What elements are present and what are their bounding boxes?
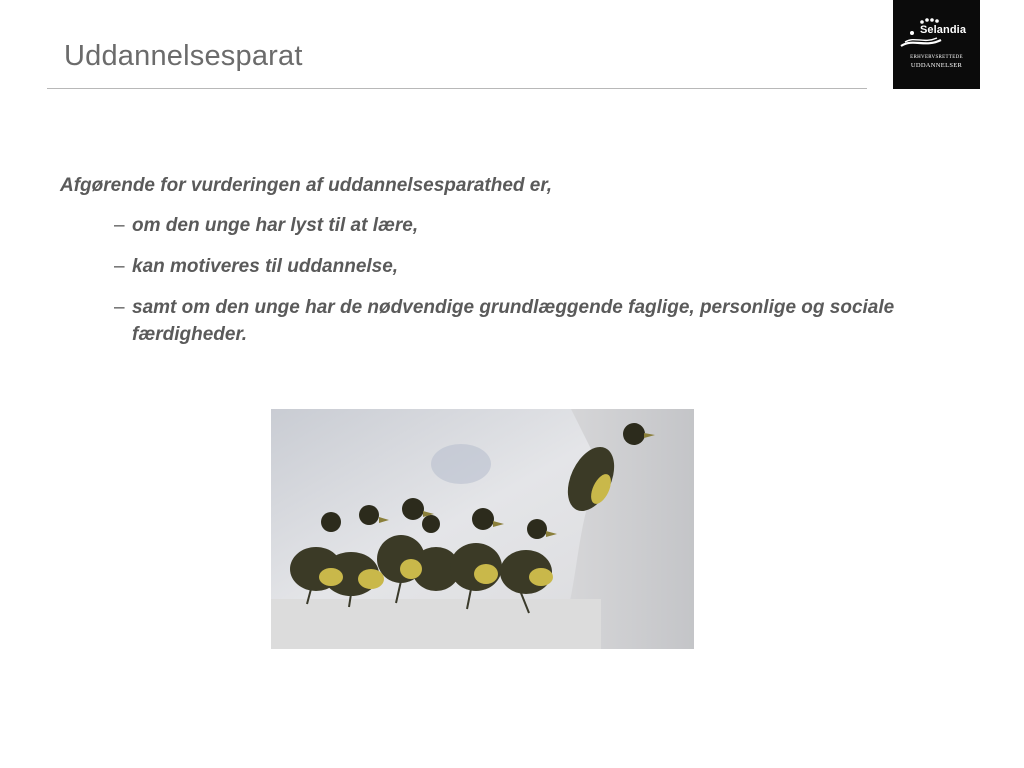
bullet-item <box>114 294 960 348</box>
slide-body <box>60 174 960 362</box>
bullet-marker: – <box>114 256 125 277</box>
ducklings-photo <box>271 409 694 649</box>
intro-text: Afgørende for vurderingen af uddannelsesparathed er, <box>60 175 552 196</box>
bullet-marker: – <box>114 297 125 318</box>
slide-title: Uddannelsesparat <box>64 40 303 72</box>
bullet-text: om den unge har lyst til at lære, <box>132 215 419 236</box>
title-divider <box>47 88 867 89</box>
logo-subtitle-bottom: UDDANNELSER <box>910 62 963 69</box>
bullet-text: kan motiveres til uddannelse, <box>132 256 399 277</box>
logo-subtitle-top: ERHVERVSRETTEDE <box>910 55 963 60</box>
logo-wordmark: Selandia <box>920 24 967 36</box>
selandia-logo-mark-icon <box>893 0 980 89</box>
bullet-item <box>114 253 960 280</box>
bullet-marker: – <box>114 215 125 236</box>
bullet-text: samt om den unge har de nødvendige grundlæggende faglige, personlige og sociale færdigheder. <box>132 297 895 345</box>
selandia-logo <box>893 0 980 89</box>
bullet-item <box>114 212 960 239</box>
